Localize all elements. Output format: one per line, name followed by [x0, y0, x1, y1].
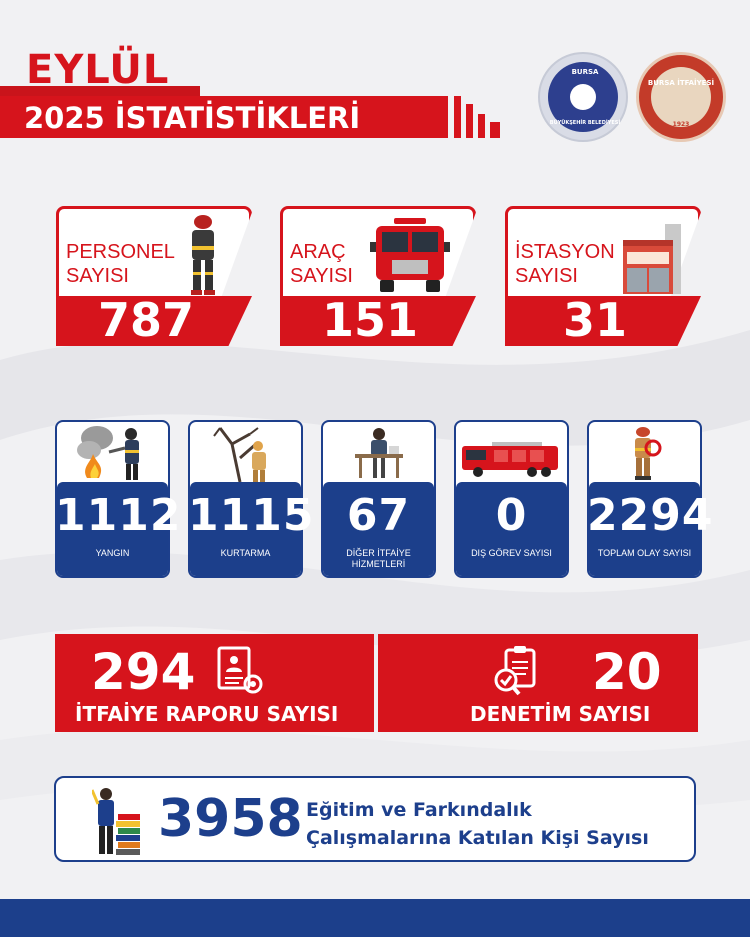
summary-card-istasyon [505, 206, 701, 346]
summary-card-value: 151 [321, 293, 419, 347]
footer-bar [0, 899, 750, 937]
incident-card-caption: KURTARMA [220, 548, 271, 558]
fire-engine-icon [462, 438, 562, 478]
page-title-month: EYLÜL [26, 47, 170, 93]
municipality-logo-text-top: BURSA [571, 68, 599, 76]
summary-card-value: 787 [97, 293, 195, 347]
incident-card-dis-gorev [454, 420, 569, 578]
incident-card-yangin [55, 420, 182, 578]
report-value: 20 [592, 643, 662, 701]
header-stripe [454, 96, 461, 138]
incident-card-kurtarma [188, 420, 315, 578]
summary-card-personel [56, 206, 252, 346]
summary-card-label: PERSONEL SAYISI [66, 241, 175, 287]
summary-card-label: İSTASYON SAYISI [515, 241, 615, 287]
incident-card-caption: DİĞER İTFAİYE HİZMETLERİ [346, 548, 411, 569]
incident-card-caption: DIŞ GÖREV SAYISI [471, 548, 552, 558]
firefighter-hose-icon [625, 426, 665, 480]
fire-fighting-icon [75, 424, 151, 482]
incident-card-diger [321, 420, 436, 578]
trainer-books-icon [92, 784, 142, 858]
incident-card-value: 0 [495, 490, 528, 541]
training-panel [54, 776, 696, 862]
fire-department-logo-text: BURSA İTFAİYESİ [647, 79, 715, 87]
report-caption: DENETİM SAYISI [470, 702, 651, 726]
summary-card-value: 31 [562, 293, 627, 347]
training-value: 3958 [158, 789, 303, 849]
summary-card-arac [280, 206, 476, 346]
training-caption-line2: Çalışmalarına Katılan Kişi Sayısı [306, 827, 649, 849]
fire-department-logo-year: 1923 [672, 121, 690, 128]
fire-station-icon [623, 224, 685, 294]
incident-card-value: 1112 [55, 490, 182, 541]
incident-card-caption: YANGIN [95, 548, 130, 558]
office-worker-icon [349, 426, 409, 480]
header-stripe [478, 114, 485, 138]
report-value: 294 [91, 643, 196, 701]
report-panel-denetim [378, 634, 698, 732]
header-stripe [490, 122, 500, 138]
municipality-logo-text-bottom: BÜYÜKŞEHİR BELEDİYESİ [549, 120, 621, 126]
training-caption-line1: Eğitim ve Farkındalık [306, 799, 532, 821]
training-caption [306, 796, 676, 852]
firefighter-icon [186, 212, 220, 296]
incident-card-value: 2294 [587, 490, 714, 541]
summary-card-label: ARAÇ SAYISI [290, 241, 353, 287]
inspection-clipboard-icon [492, 646, 542, 696]
incident-card-toplam [587, 420, 714, 578]
report-panel-itfaiye [55, 634, 374, 732]
report-document-icon [215, 646, 267, 698]
header-stripe [466, 104, 473, 138]
incident-card-value: 67 [346, 490, 411, 541]
report-caption: İTFAİYE RAPORU SAYISI [75, 702, 339, 726]
rescue-icon [210, 424, 282, 482]
fire-truck-icon [370, 218, 450, 292]
page-title-year: 2025 İSTATİSTİKLERİ [24, 101, 361, 135]
fire-department-logo [636, 52, 726, 142]
incident-card-caption: TOPLAM OLAY SAYISI [597, 548, 692, 558]
incident-card-value: 1115 [188, 490, 315, 541]
municipality-logo [538, 52, 628, 142]
